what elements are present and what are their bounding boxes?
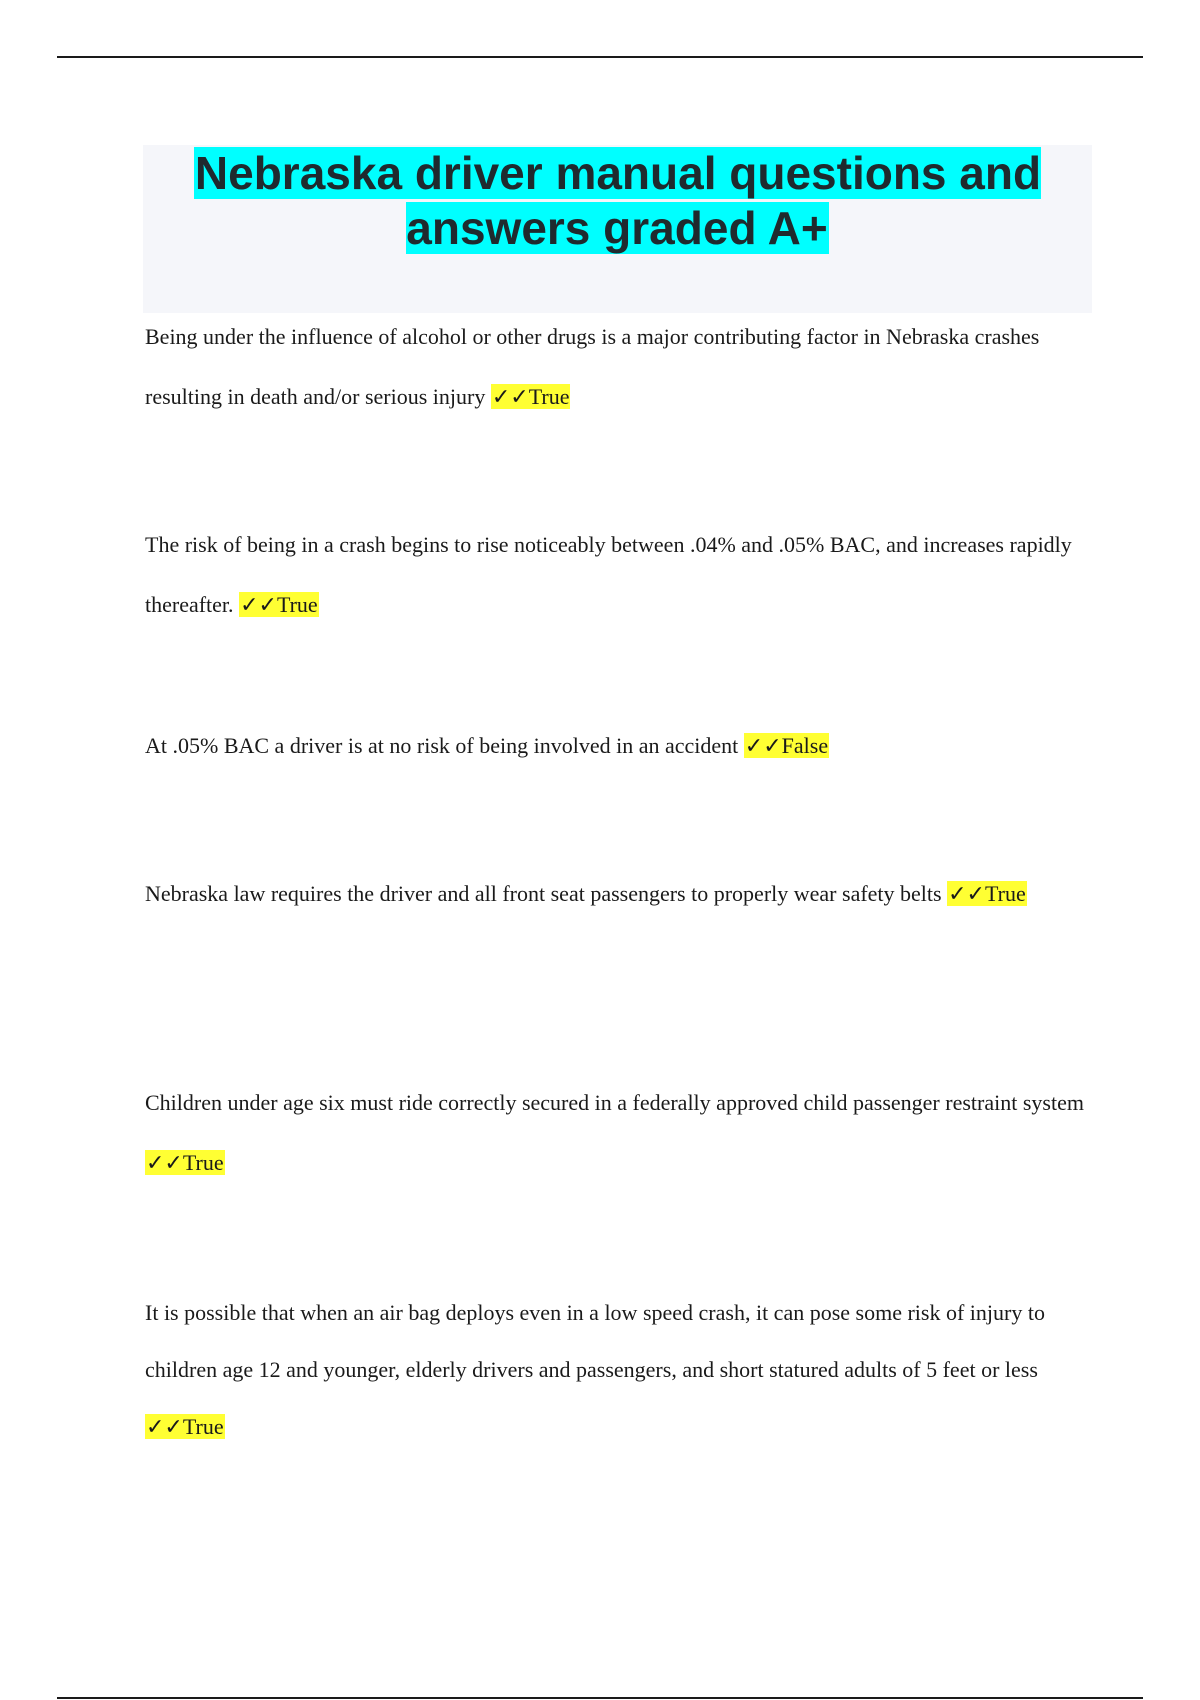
document-title-text: Nebraska driver manual questions and answers graded A+	[194, 147, 1042, 254]
answer-6-text: True	[182, 1414, 224, 1439]
top-rule	[57, 56, 1143, 58]
answer-2-text: True	[276, 592, 318, 617]
question-6	[145, 1284, 1095, 1456]
double-check-icon: ✓✓	[146, 1151, 183, 1176]
answer-1	[491, 384, 571, 409]
question-1	[145, 307, 1095, 428]
question-1-text: Being under the influence of alcohol or other drugs is a major contributing factor in Nebraska crashes resulting in death and/or serious injury	[145, 324, 1040, 409]
double-check-icon: ✓✓	[491, 385, 529, 410]
document-title	[143, 145, 1092, 256]
double-check-icon: ✓✓	[744, 734, 782, 759]
double-check-icon: ✓✓	[948, 882, 985, 907]
question-4	[145, 865, 1095, 924]
answer-4	[947, 881, 1027, 906]
answer-6	[145, 1414, 225, 1439]
answer-4-text: True	[984, 881, 1026, 906]
question-5	[145, 1073, 1095, 1194]
title-box	[143, 145, 1092, 313]
question-6-text: It is possible that when an air bag deploys even in a low speed crash, it can pose some risk of injury to children age 12 and younger, elderly drivers and passengers, and short statured adults of 5 feet or less	[145, 1300, 1045, 1382]
question-3	[145, 730, 1095, 763]
answer-5-text: True	[182, 1150, 224, 1175]
question-3-text: At .05% BAC a driver is at no risk of being involved in an accident	[145, 733, 739, 758]
double-check-icon: ✓✓	[240, 593, 277, 618]
answer-3-text: False	[781, 733, 829, 758]
bottom-rule	[57, 1697, 1143, 1699]
question-2-text: The risk of being in a crash begins to rise noticeably between .04% and .05% BAC, and increases rapidly thereafter.	[145, 532, 1072, 617]
question-4-text: Nebraska law requires the driver and all front seat passengers to properly wear safety belts	[145, 881, 942, 906]
question-5-text: Children under age six must ride correctly secured in a federally approved child passenger restraint system	[145, 1090, 1084, 1115]
question-2	[145, 515, 1095, 636]
answer-3	[744, 733, 829, 758]
answer-1-text: True	[528, 384, 570, 409]
answer-2	[239, 592, 319, 617]
double-check-icon: ✓✓	[146, 1415, 183, 1440]
answer-5	[145, 1150, 225, 1175]
